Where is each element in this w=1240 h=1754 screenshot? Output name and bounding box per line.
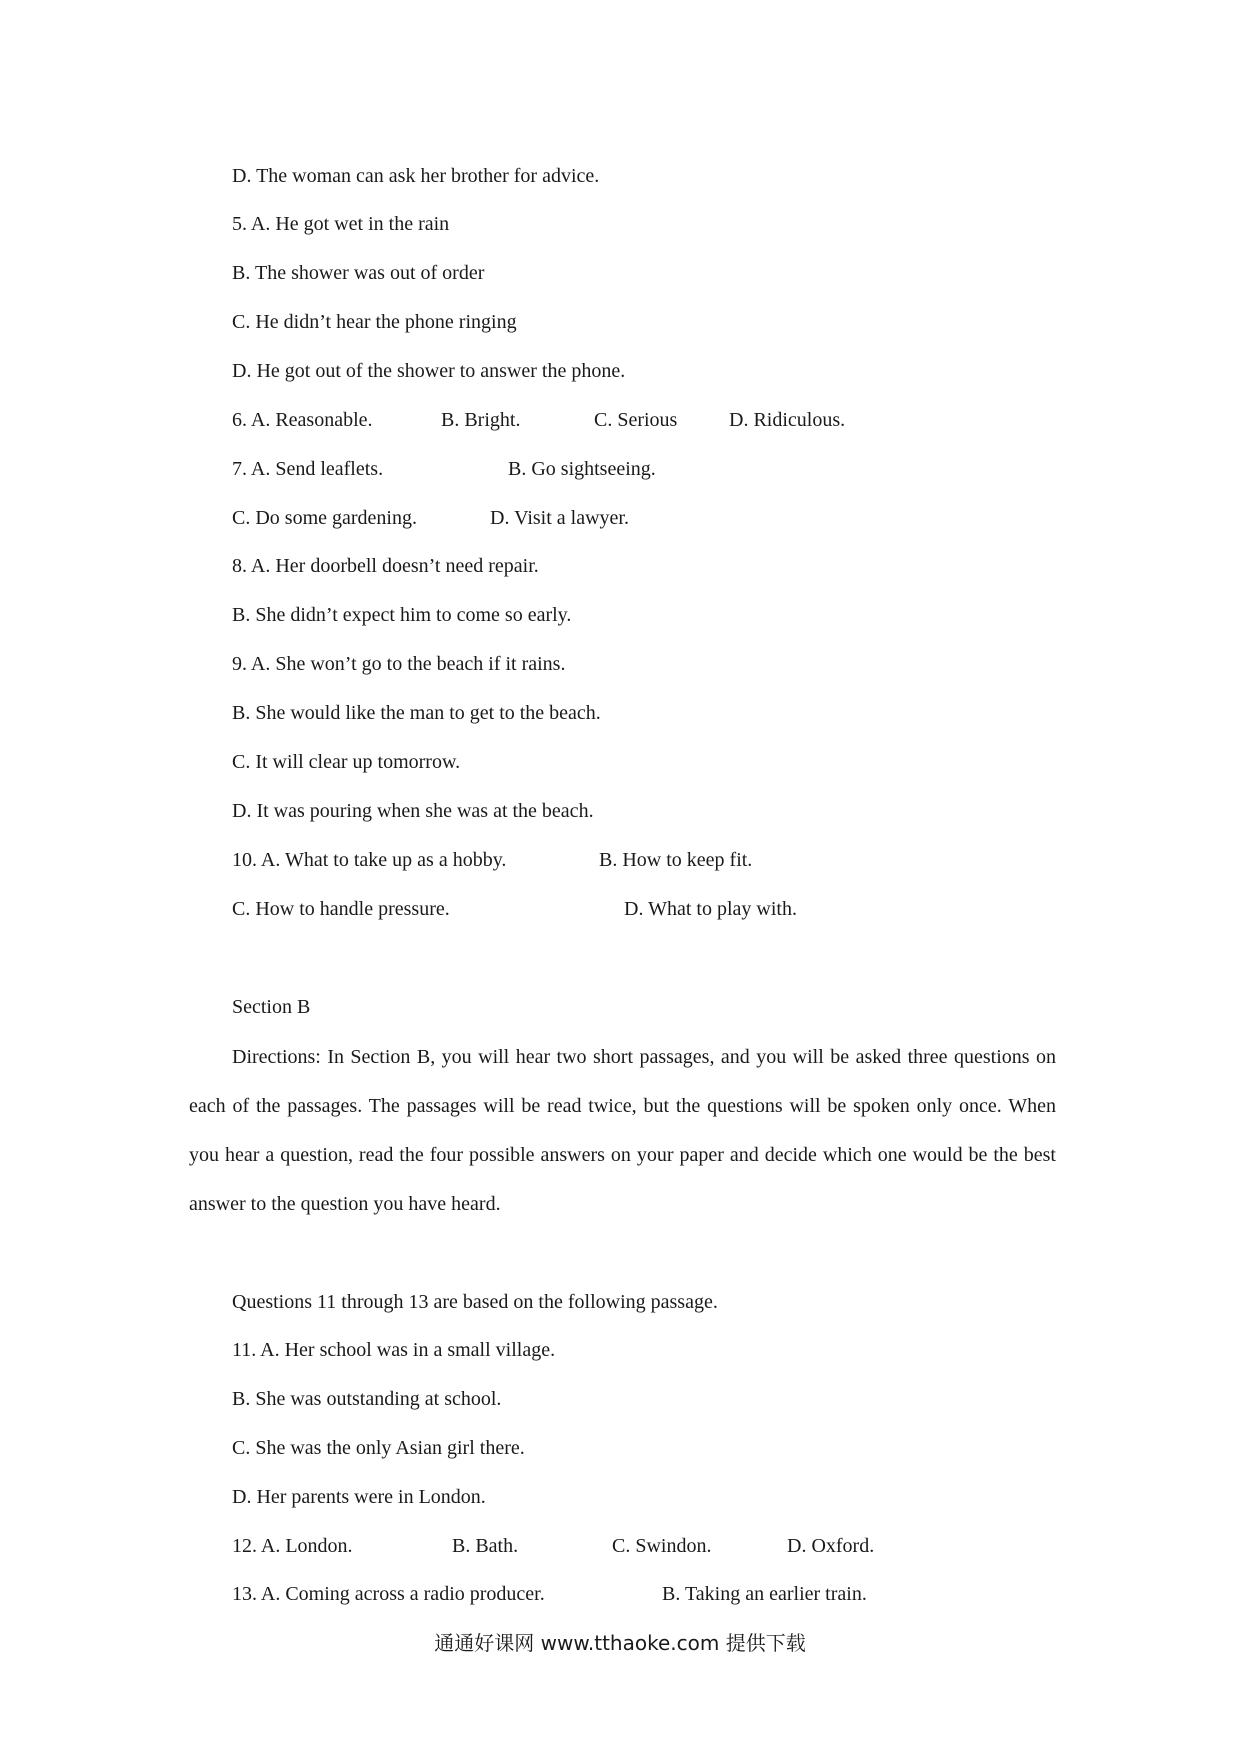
question-9-option-b: B. She would like the man to get to the beach. [232, 702, 601, 724]
question-4-option-d: D. The woman can ask her brother for advice. [232, 165, 600, 187]
question-12-option-a: 12. A. London. [232, 1535, 353, 1557]
question-5-option-d: D. He got out of the shower to answer the phone. [232, 360, 626, 382]
question-9-option-d: D. It was pouring when she was at the beach. [232, 800, 594, 822]
question-13-option-a: 13. A. Coming across a radio producer. [232, 1583, 545, 1605]
question-13-row [0, 1584, 1240, 1608]
question-11-option-c: C. She was the only Asian girl there. [232, 1437, 525, 1459]
question-12-option-b: B. Bath. [452, 1535, 519, 1557]
question-7-option-b: B. Go sightseeing. [508, 458, 656, 480]
question-12-option-c: C. Swindon. [612, 1535, 712, 1557]
question-6-option-a: 6. A. Reasonable. [232, 409, 373, 431]
question-12-row [0, 1536, 1240, 1560]
directions-paragraph: Directions: In Section B, you will hear two short passages, and you will be asked three questions on each of the passages. The passages will be read twice, but the questions will be spoken only once. When you hear a question, read the four possible answers on your paper and decide which one would be the best answer to the question you have heard. [189, 1046, 1056, 1215]
question-6-option-d: D. Ridiculous. [729, 409, 846, 431]
question-5-option-b: B. The shower was out of order [232, 262, 485, 284]
question-5-option-a: 5. A. He got wet in the rain [232, 213, 450, 235]
question-10-row-1 [0, 850, 1240, 874]
question-8-option-b: B. She didn’t expect him to come so early. [232, 604, 572, 626]
question-7-option-c: C. Do some gardening. [232, 507, 417, 529]
question-7-option-a: 7. A. Send leaflets. [232, 458, 384, 480]
question-10-row-2 [0, 899, 1240, 923]
question-6-option-b: B. Bright. [441, 409, 521, 431]
question-10-option-a: 10. A. What to take up as a hobby. [232, 849, 507, 871]
question-7-option-d: D. Visit a lawyer. [490, 507, 629, 529]
question-11-option-b: B. She was outstanding at school. [232, 1388, 502, 1410]
question-10-option-c: C. How to handle pressure. [232, 898, 450, 920]
section-title: Section B [232, 996, 311, 1018]
question-12-option-d: D. Oxford. [787, 1535, 875, 1557]
question-11-option-a: 11. A. Her school was in a small village. [232, 1339, 556, 1361]
question-11-option-d: D. Her parents were in London. [232, 1486, 486, 1508]
question-6-option-c: C. Serious [594, 409, 678, 431]
passage-intro: Questions 11 through 13 are based on the following passage. [232, 1291, 718, 1313]
question-6-row [0, 410, 1240, 434]
question-8-option-a: 8. A. Her doorbell doesn’t need repair. [232, 555, 539, 577]
footer-watermark: 通通好课网 www.tthaoke.com 提供下载 [434, 1631, 806, 1655]
question-5-option-c: C. He didn’t hear the phone ringing [232, 311, 517, 333]
question-13-option-b: B. Taking an earlier train. [662, 1583, 867, 1605]
question-9-option-a: 9. A. She won’t go to the beach if it rains. [232, 653, 566, 675]
question-7-row-1 [0, 459, 1240, 483]
question-10-option-d: D. What to play with. [624, 898, 797, 920]
question-9-option-c: C. It will clear up tomorrow. [232, 751, 461, 773]
question-10-option-b: B. How to keep fit. [599, 849, 753, 871]
question-7-row-2 [0, 508, 1240, 532]
